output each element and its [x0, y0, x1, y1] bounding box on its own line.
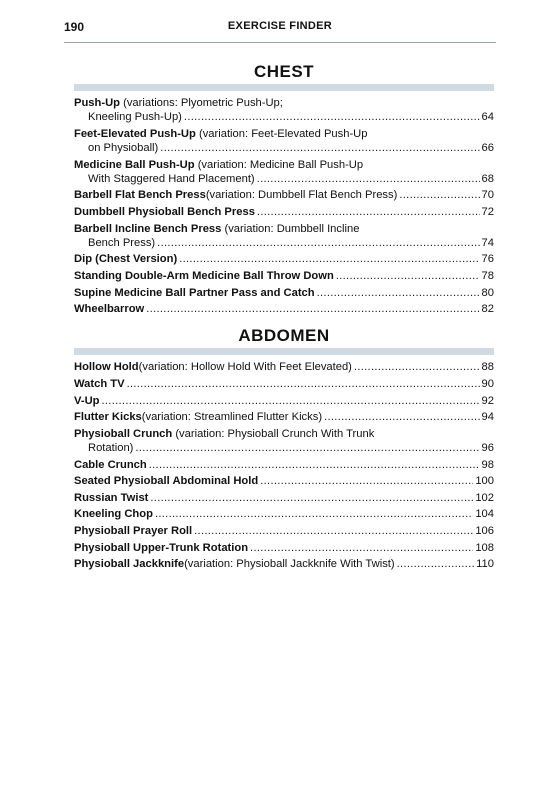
exercise-name: Wheelbarrow	[74, 303, 145, 316]
variation-text: (variation: Hollow Hold With Feet Elevated)	[138, 361, 352, 374]
section-title: CHEST	[253, 62, 315, 81]
exercise-index	[74, 62, 494, 581]
dot-leader	[260, 474, 473, 488]
dot-leader	[179, 252, 479, 266]
dot-leader	[257, 205, 480, 219]
entry-line	[74, 474, 494, 488]
entry-line	[74, 507, 494, 521]
index-entry	[74, 286, 494, 300]
entry-line	[74, 127, 494, 141]
index-entry	[74, 222, 494, 250]
page-number-ref: 76	[481, 253, 494, 266]
index-entry	[74, 557, 494, 571]
exercise-name: Physioball Jackknife	[74, 558, 185, 571]
exercise-name: Supine Medicine Ball Partner Pass and Catch	[74, 286, 315, 299]
entry-line	[74, 188, 494, 202]
dot-leader	[324, 410, 479, 424]
dot-leader	[399, 188, 479, 202]
variation-text: (variation: Dumbbell Incline	[224, 222, 360, 235]
dot-leader	[157, 236, 479, 250]
variation-text: (variation: Dumbbell Flat Bench Press)	[205, 189, 398, 202]
exercise-name: Flutter Kicks	[74, 411, 142, 424]
index-entry	[74, 252, 494, 266]
page-number-ref: 110	[476, 558, 494, 571]
dot-leader	[150, 491, 473, 505]
index-entry	[74, 458, 494, 472]
index-entry	[74, 507, 494, 521]
dot-leader	[257, 172, 480, 186]
index-entry	[74, 491, 494, 505]
entry-line	[74, 222, 494, 236]
entry-line-continued	[74, 441, 494, 455]
exercise-name: Feet-Elevated Push-Up	[74, 127, 196, 140]
exercise-name: Standing Double-Arm Medicine Ball Throw Down	[74, 269, 334, 282]
index-entry	[74, 474, 494, 488]
entry-line	[74, 205, 494, 219]
exercise-name: Push-Up	[74, 97, 120, 109]
dot-leader	[101, 394, 479, 408]
variation-text: (variations: Plyometric Push-Up;	[123, 97, 283, 109]
dot-leader	[127, 377, 480, 391]
dot-leader	[397, 557, 475, 571]
page-number-ref: 78	[481, 269, 494, 282]
page-number-ref: 68	[481, 172, 494, 185]
index-entry	[74, 410, 494, 424]
index-entry	[74, 158, 494, 186]
exercise-name: Barbell Incline Bench Press	[74, 222, 222, 235]
exercise-name: Watch TV	[74, 377, 125, 390]
exercise-name: Seated Physioball Abdominal Hold	[74, 475, 259, 488]
dot-leader	[146, 302, 479, 316]
exercise-name: Dip (Chest Version)	[74, 253, 178, 266]
page-number-ref: 100	[475, 475, 494, 488]
page-number-ref: 64	[481, 111, 494, 124]
exercise-name: Physioball Crunch	[74, 427, 173, 440]
page-number-ref: 106	[475, 524, 494, 537]
entry-line-continued	[74, 141, 494, 155]
variation-text: (variation: Feet-Elevated Push-Up	[198, 127, 368, 140]
entry-line-continued	[74, 172, 494, 186]
dot-leader	[135, 441, 479, 455]
entry-line	[74, 252, 494, 266]
exercise-name: Physioball Upper-Trunk Rotation	[74, 541, 249, 554]
variation-text: on Physioball)	[88, 142, 159, 154]
variation-text: Kneeling Push-Up)	[88, 111, 182, 124]
dot-leader	[160, 141, 479, 155]
entry-line	[74, 557, 494, 571]
entry-line	[74, 269, 494, 283]
dot-leader	[149, 458, 480, 472]
entry-line	[74, 96, 494, 110]
exercise-name: Physioball Prayer Roll	[74, 524, 193, 537]
entry-line	[74, 377, 494, 391]
entry-line	[74, 458, 494, 472]
page-number-ref: 98	[481, 458, 494, 471]
section-chest	[74, 62, 494, 316]
page-number-ref: 96	[481, 441, 494, 454]
exercise-name: Dumbbell Physioball Bench Press	[74, 205, 255, 218]
dot-leader	[250, 541, 473, 555]
dot-leader	[155, 507, 473, 521]
index-entry	[74, 394, 494, 408]
section-abdomen	[74, 326, 494, 571]
variation-text: With Staggered Hand Placement)	[88, 172, 255, 185]
page-number-ref: 82	[481, 303, 494, 316]
entry-line	[74, 394, 494, 408]
section-rule	[74, 348, 494, 355]
entry-line	[74, 541, 494, 555]
variation-text: (variation: Medicine Ball Push-Up	[197, 158, 364, 171]
index-entry	[74, 541, 494, 555]
page-header	[64, 14, 496, 43]
page-number-ref: 94	[481, 411, 494, 424]
entry-line	[74, 286, 494, 300]
dot-leader	[317, 286, 480, 300]
dot-leader	[184, 110, 480, 124]
page-number-ref: 72	[481, 205, 494, 218]
exercise-name: Russian Twist	[74, 491, 149, 504]
page-number-ref: 90	[481, 377, 494, 390]
exercise-name: Hollow Hold	[74, 361, 139, 374]
page-number-ref: 102	[475, 491, 494, 504]
entry-line	[74, 427, 494, 441]
index-entry	[74, 269, 494, 283]
variation-text: Rotation)	[88, 441, 134, 454]
entry-line	[74, 410, 494, 424]
variation-text: (variation: Physioball Crunch With Trunk	[175, 427, 375, 440]
page-number-ref: 108	[475, 541, 494, 554]
index-entry	[74, 377, 494, 391]
exercise-name: Medicine Ball Push-Up	[74, 158, 195, 171]
index-entry	[74, 188, 494, 202]
index-entry	[74, 96, 494, 124]
page-number-ref: 74	[481, 236, 494, 249]
exercise-name: Kneeling Chop	[74, 508, 153, 521]
index-entry	[74, 360, 494, 374]
section-title: ABDOMEN	[238, 326, 330, 346]
exercise-name: Barbell Flat Bench Press	[74, 189, 206, 202]
exercise-name: V-Up	[74, 394, 100, 407]
dot-leader	[354, 360, 480, 374]
entry-line	[74, 158, 494, 172]
page-number-ref: 66	[481, 142, 494, 154]
index-entry	[74, 302, 494, 316]
entry-line	[74, 302, 494, 316]
page-number: 190	[64, 20, 85, 34]
variation-text: (variation: Physioball Jackknife With Twist)	[184, 558, 395, 571]
page-number-ref: 80	[481, 286, 494, 299]
entry-line	[74, 360, 494, 374]
entry-line	[74, 491, 494, 505]
running-title: EXERCISE FINDER	[227, 20, 333, 32]
index-entry	[74, 524, 494, 538]
entry-line-continued	[74, 236, 494, 250]
page-number-ref: 92	[481, 394, 494, 407]
index-entry	[74, 205, 494, 219]
dot-leader	[336, 269, 480, 283]
page-number-ref: 70	[481, 189, 494, 202]
entry-line	[74, 524, 494, 538]
index-entry	[74, 127, 494, 155]
page-number-ref: 104	[475, 508, 494, 521]
variation-text: Bench Press)	[88, 236, 156, 249]
section-rule	[74, 84, 494, 91]
page-number-ref: 88	[481, 361, 494, 374]
dot-leader	[194, 524, 473, 538]
entry-line-continued	[74, 110, 494, 124]
index-entry	[74, 427, 494, 455]
exercise-name: Cable Crunch	[74, 458, 147, 471]
variation-text: (variation: Streamlined Flutter Kicks)	[141, 411, 323, 424]
